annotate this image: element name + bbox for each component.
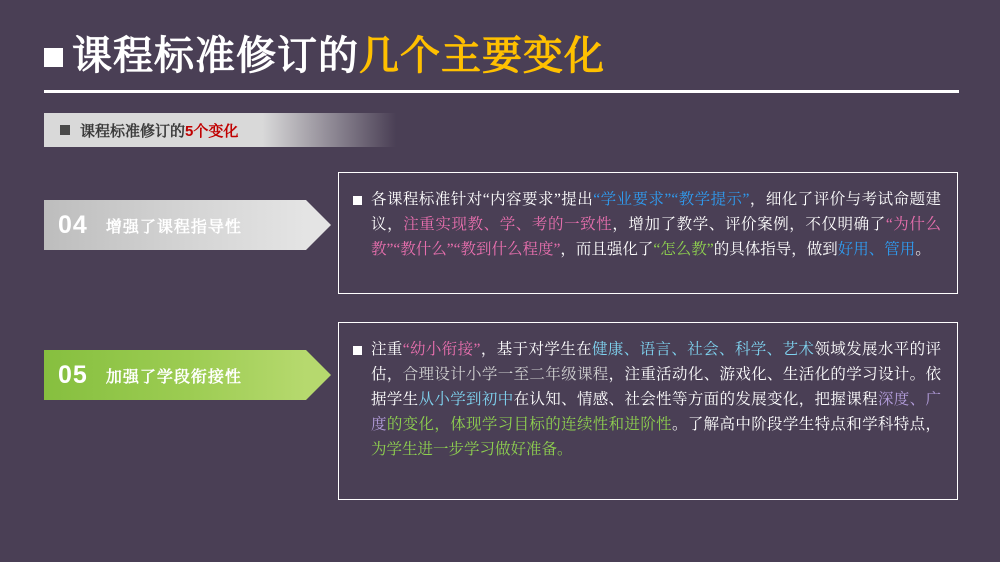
content-box-04: [338, 172, 958, 294]
text-segment: 好用、管用: [837, 241, 916, 258]
content-bullet-icon: [353, 196, 362, 205]
text-segment: 注重实现教、学、考的一致性: [403, 216, 613, 233]
subtitle-plain: 课程标准修订的: [80, 122, 186, 140]
content-text-04: [371, 187, 941, 262]
text-segment: ，而且强化了: [560, 241, 654, 258]
item-chip-04-body: [44, 200, 306, 250]
text-segment: 各课程标准针对“内容要求”提出: [371, 191, 594, 208]
text-segment: 的变化，体现学习目标的: [386, 416, 562, 433]
text-segment: 合理设计小学一至二年级课程: [402, 366, 609, 383]
content-bullet-icon: [353, 346, 362, 355]
item-number-04: 04: [58, 210, 88, 239]
subtitle-highlight: 5个变化: [185, 122, 239, 140]
text-segment: 连续性和进阶性: [561, 416, 672, 433]
text-segment: 注重: [371, 341, 403, 358]
item-label-05: 加强了学段衔接性: [105, 368, 242, 386]
subtitle-text: [80, 120, 238, 141]
title-divider: [44, 90, 959, 93]
section-subtitle-bar: [44, 113, 396, 147]
text-segment: ，注重活动化、游戏化、生活化的学习设计。依据学生: [371, 366, 941, 408]
text-segment: 深度、广度: [371, 391, 941, 433]
text-segment: 。了解高中阶段学生特点和学科特点，: [672, 416, 941, 433]
content-box-04-inner: [353, 187, 941, 262]
title-plain-text: 课程标准修订的: [72, 34, 359, 78]
item-chip-04: [44, 200, 306, 250]
title-square-bullet-icon: [44, 48, 63, 67]
text-segment: 为学生进一步学习做好准备。: [371, 441, 573, 458]
content-box-05-inner: [353, 337, 941, 462]
subtitle-square-bullet-icon: [60, 125, 70, 135]
text-segment: “学业要求”“教学提示”: [593, 191, 750, 208]
item-number-05: 05: [58, 360, 88, 389]
text-segment: 领域发展水平的评估，: [371, 341, 941, 383]
text-segment: 健康、语言、社会、科学、艺术: [591, 341, 815, 358]
text-segment: ，基于对学生在: [480, 341, 592, 358]
item-label-04: 增强了课程指导性: [105, 218, 242, 236]
text-segment: “为什么教”“教什么”“教到什么程度”: [371, 216, 941, 258]
text-segment: 的具体指导，做到: [713, 241, 838, 258]
text-segment: 从小学到初中: [418, 391, 514, 408]
page-title: [44, 24, 605, 81]
item-chip-05: [44, 350, 306, 400]
content-box-05: [338, 322, 958, 500]
title-accent-text: 几个主要变化: [359, 34, 605, 78]
text-segment: “幼小衔接”: [402, 341, 481, 358]
text-segment: ，细化了评价与考试命题建议，: [371, 191, 941, 233]
content-text-05: [371, 337, 941, 462]
item-chip-05-body: [44, 350, 306, 400]
text-segment: “怎么教”: [653, 241, 714, 258]
text-segment: 在认知、情感、社会性等方面的发展变化，把握课程: [513, 391, 878, 408]
text-segment: 。: [915, 241, 931, 258]
text-segment: ，增加了教学、评价案例，不仅明确了: [612, 216, 886, 233]
